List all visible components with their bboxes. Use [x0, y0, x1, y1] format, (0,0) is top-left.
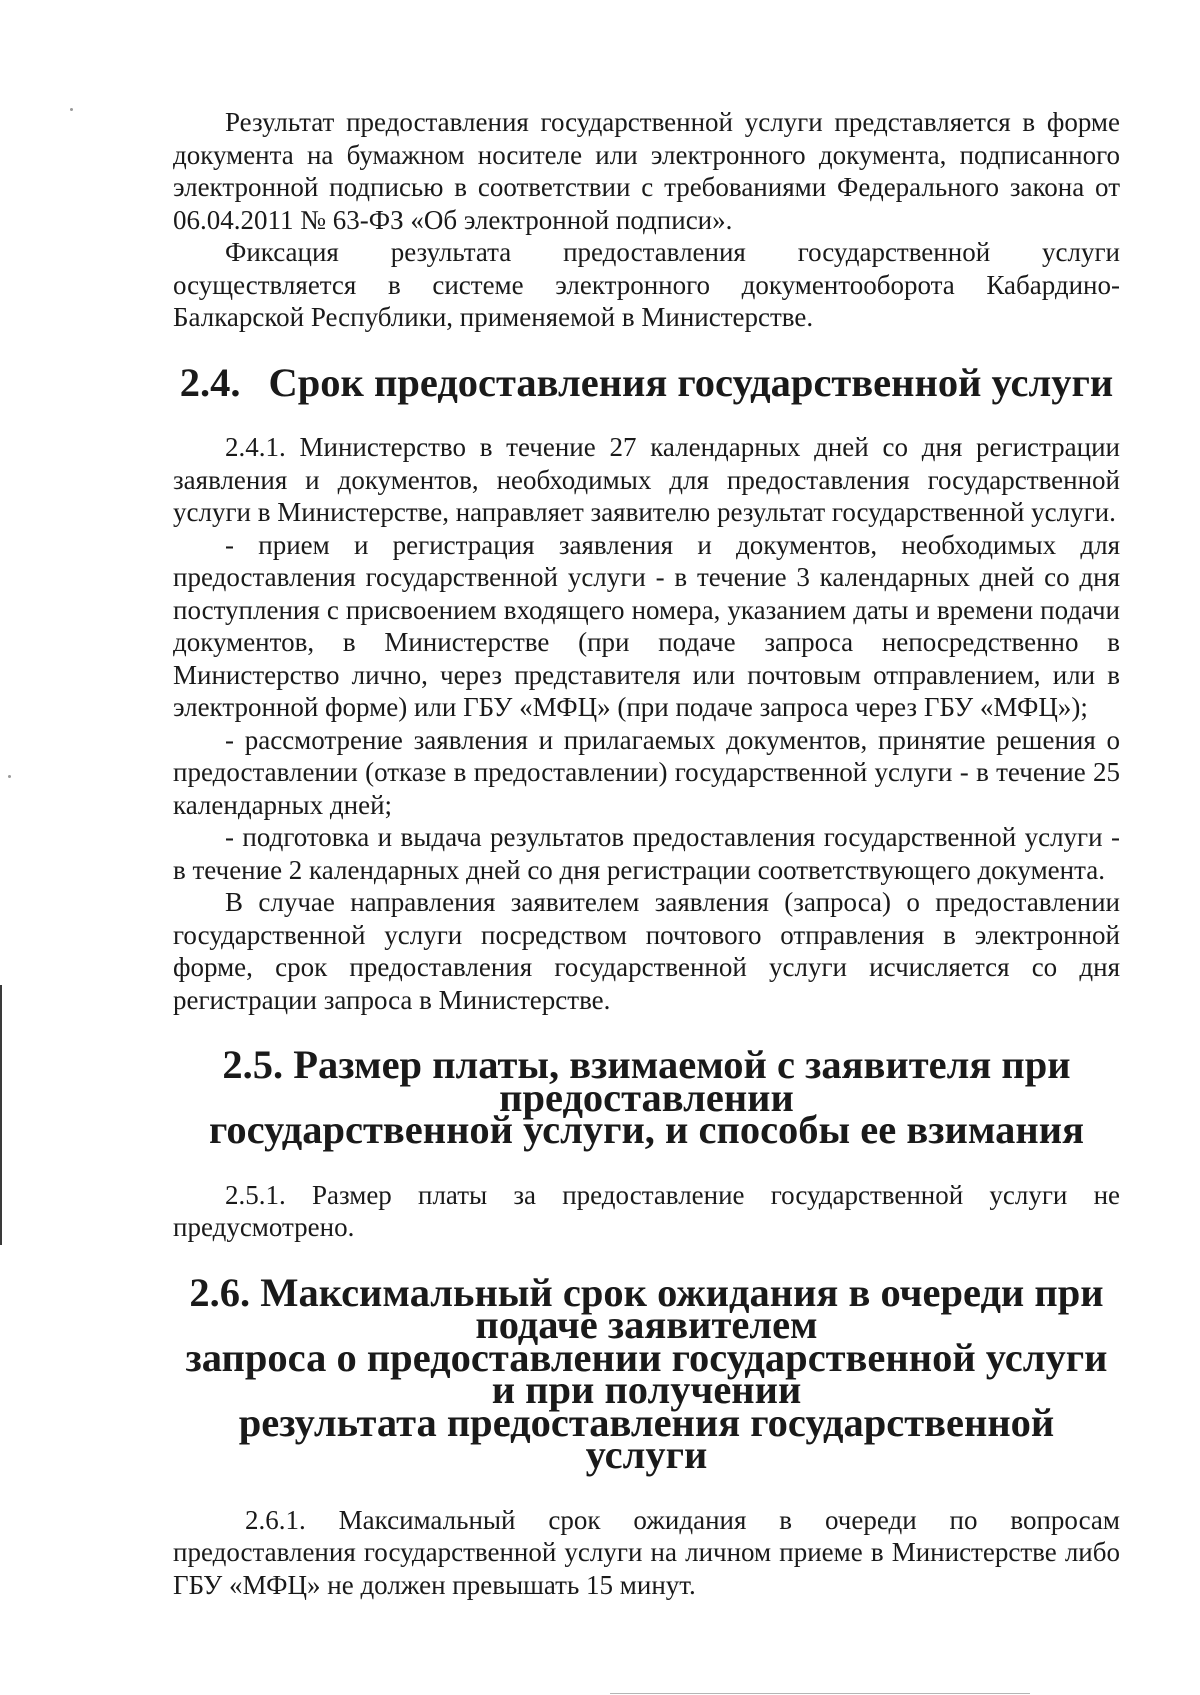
scan-bottom-rule [610, 1693, 1030, 1694]
document-body [173, 106, 1120, 1601]
list-item: - подготовка и выдача результатов предоставления государственной услуги - в течение 2 календарных дней со дня регистрации соответствующего документа. [173, 822, 1120, 885]
paragraph: 2.6.1. Максимальный срок ожидания в очереди по вопросам предоставления государственной услуги на личном приеме в Министерстве либо ГБУ «МФЦ» не должен превышать 15 минут. [173, 1504, 1120, 1600]
paragraph: Фиксация результата предоставления государственной услуги осуществляется в системе электронного документооборота Кабардино-Балкарской Республики, применяемой в Министерстве. [173, 237, 1120, 332]
list-item: - прием и регистрация заявления и документов, необходимых для предоставления государственной услуги - в течение 3 календарных дней со дня поступления с присвоением входящего номера, указанием даты и времени подачи документов, в Министерстве (при подаче запроса непосредственно в Министерство лично, через представителя или почтовым отправлением, или в электронной форме) или ГБУ «МФЦ» (при подаче запроса через ГБУ «МФЦ»); [173, 529, 1120, 722]
section-title-line: запроса о предоставлении государственной услуги и при получении [185, 1334, 1108, 1412]
paragraph: 2.4.1. Министерство в течение 27 календарных дней со дня регистрации заявления и документов, необходимых для предоставления государственной услуги в Министерстве, направляет заявителю результат государственной услуги. [173, 432, 1120, 527]
paragraph: Результат предоставления государственной услуги представляется в форме документа на бумажном носителе или электронного документа, подписанного электронной подписью в соответствии с требованиями Федерального закона от 06.04.2011 № 63-ФЗ «Об электронной подписи». [173, 107, 1120, 235]
section-title-line: 2.6. Максимальный срок ожидания в очереди при подаче заявителем [189, 1269, 1104, 1347]
section-heading [173, 359, 1120, 405]
list-item: - рассмотрение заявления и прилагаемых документов, принятие решения о предоставлении (отказе в предоставлении) государственной услуги - в течение 25 календарных дней; [173, 724, 1120, 820]
scan-edge-line [0, 985, 2, 1245]
section-title-line: 2.5. Размер платы, взимаемой с заявителя при предоставлении [222, 1042, 1071, 1120]
paragraph: В случае направления заявителем заявления (запроса) о предоставлении государственной услуги посредством почтового отправления в электронной форме, срок предоставления государственной услуги исчисляется со дня регистрации запроса в Министерстве. [173, 887, 1120, 1015]
section-heading [173, 1269, 1120, 1477]
section-title-line: результата предоставления государственной услуги [238, 1399, 1055, 1477]
section-heading [173, 1042, 1120, 1152]
scan-speck [8, 775, 11, 778]
section-title: Срок предоставления государственной услуги [268, 359, 1114, 405]
paragraph: 2.5.1. Размер платы за предоставление государственной услуги не предусмотрено. [173, 1179, 1120, 1242]
section-title-line: государственной услуги, и способы ее взимания [208, 1107, 1084, 1152]
section-number: 2.4. [179, 359, 241, 405]
scan-speck [70, 108, 73, 111]
